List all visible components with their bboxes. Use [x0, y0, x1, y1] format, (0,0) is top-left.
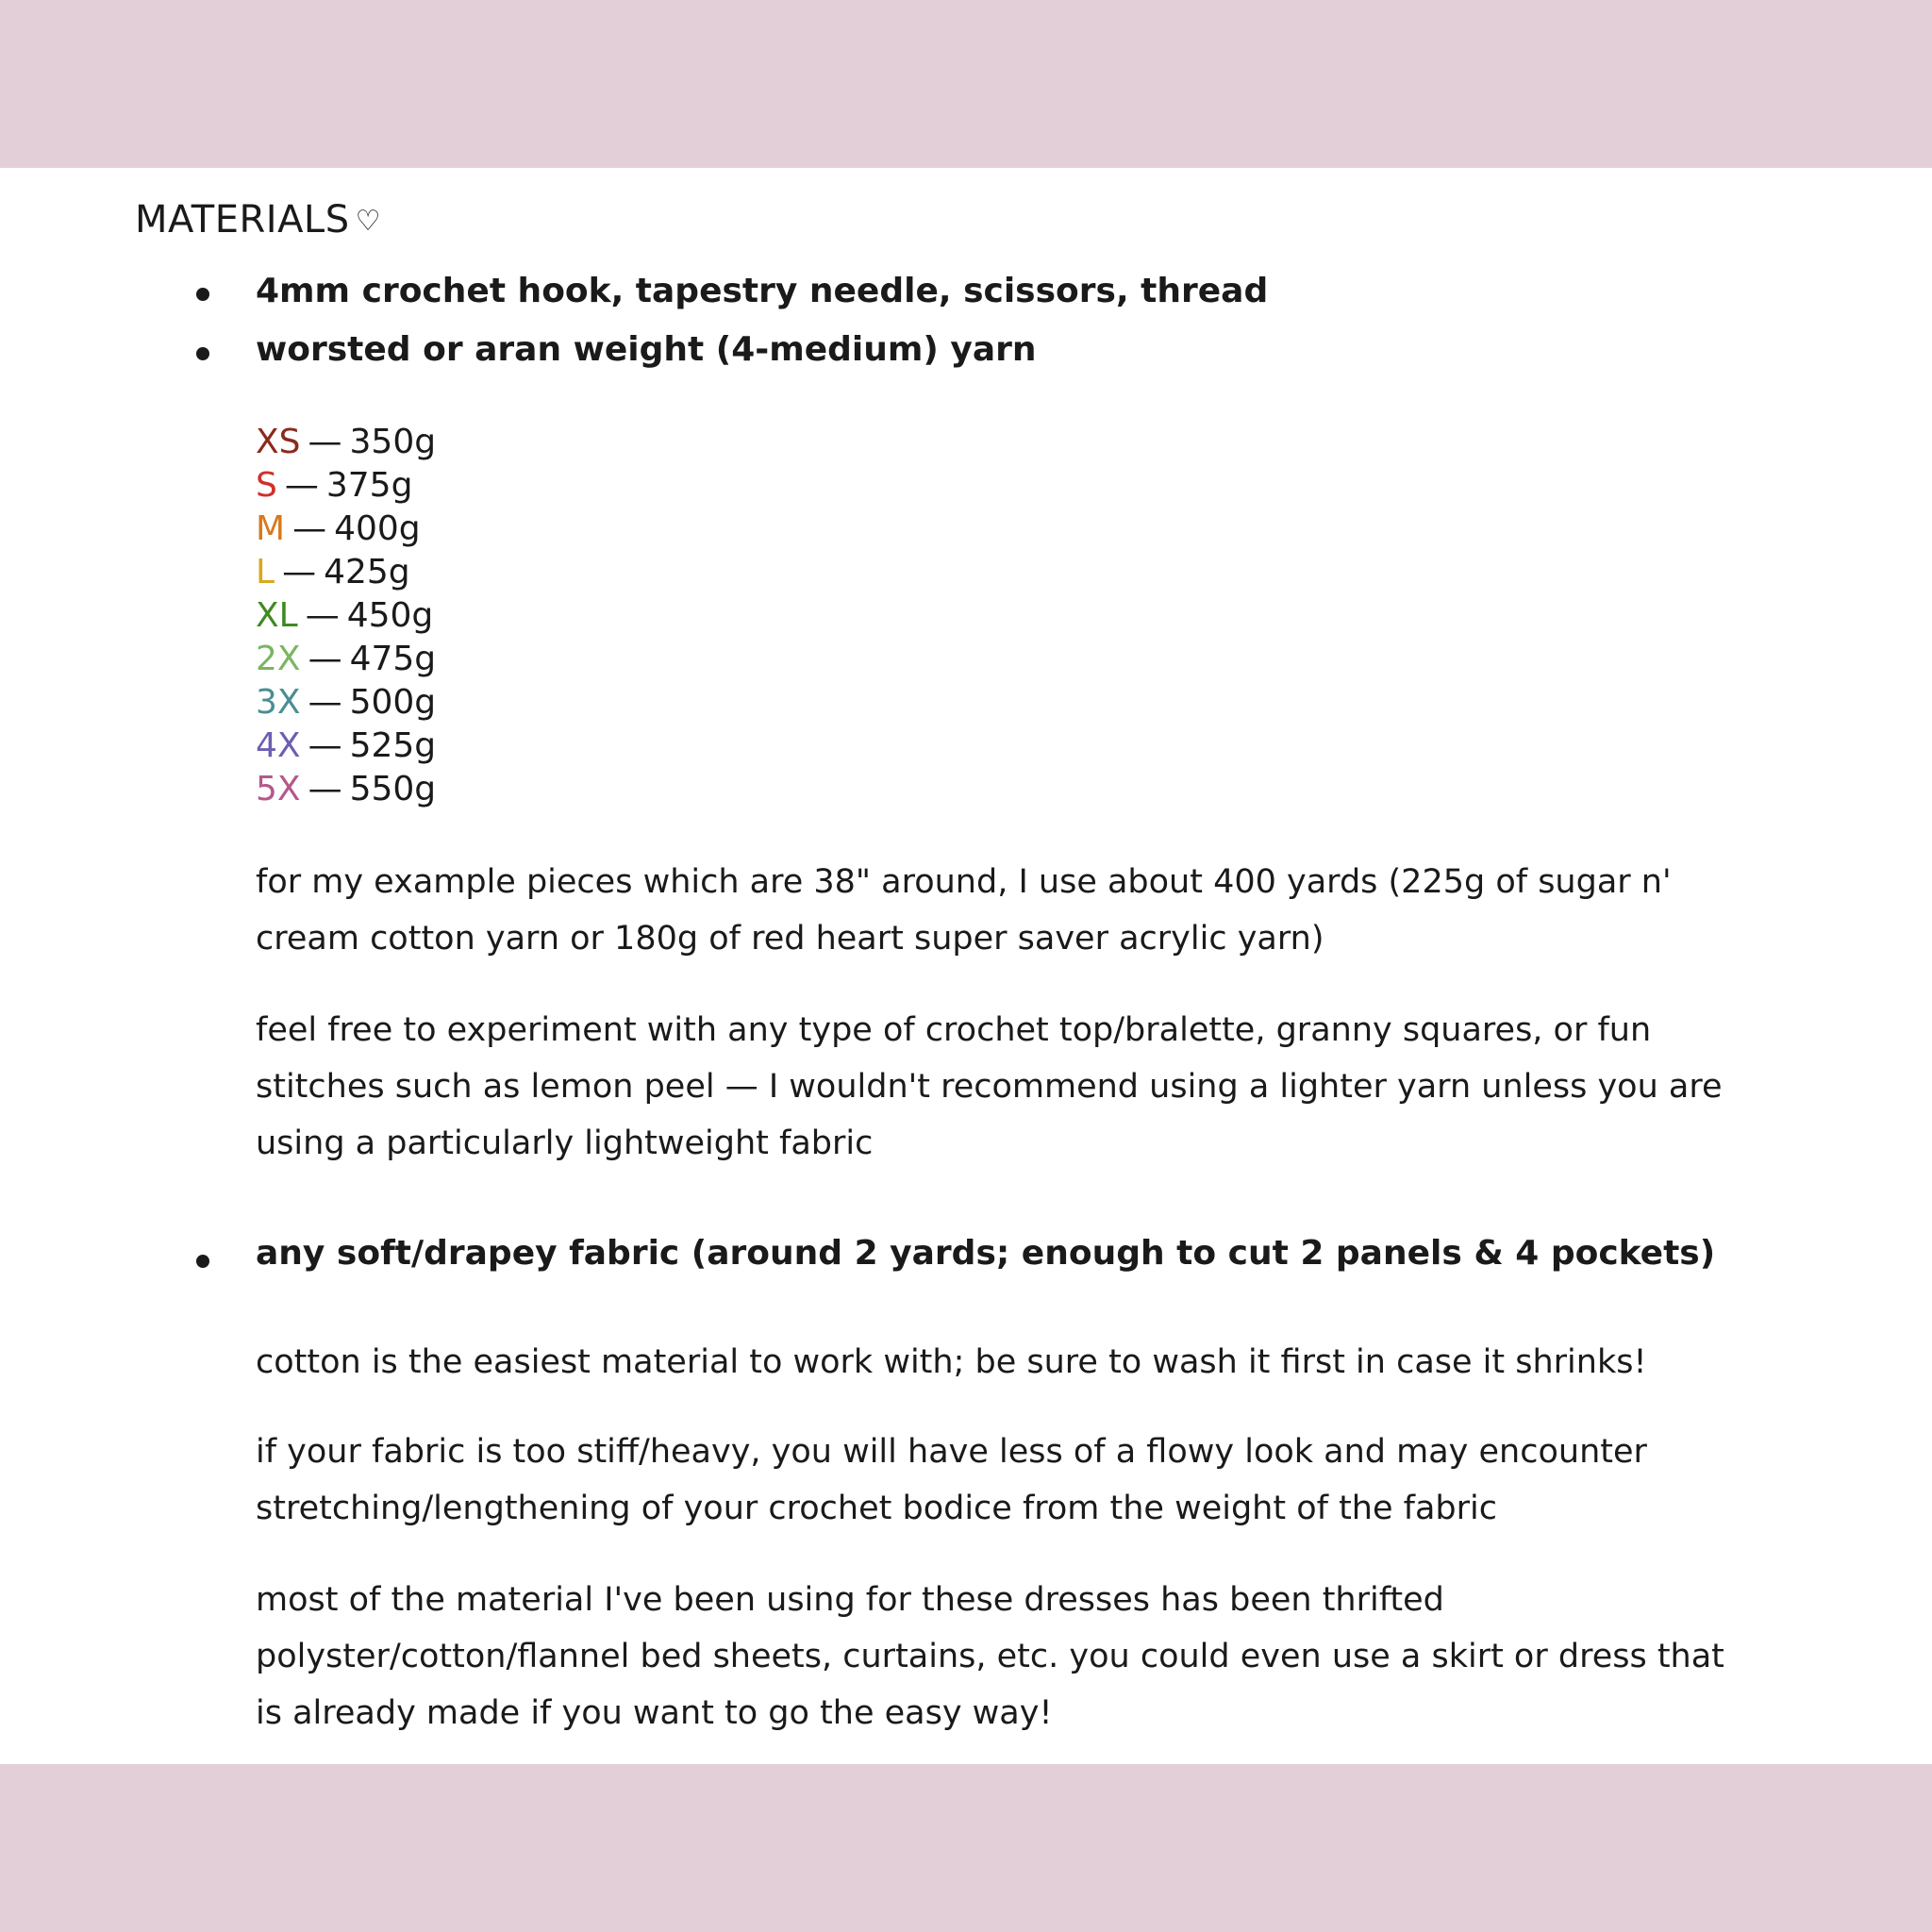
size-dash: —	[305, 596, 340, 635]
size-amount: 350g	[349, 423, 437, 461]
size-label: 5X	[256, 770, 301, 808]
size-dash: —	[292, 509, 327, 548]
size-label: 2X	[256, 640, 301, 678]
materials-item-yarn: worsted or aran weight (4-medium) yarn	[256, 330, 1037, 369]
size-label: XL	[256, 596, 298, 635]
fabric-cotton-note: cotton is the easiest material to work with; be sure to wash it first in case it shrinks!	[256, 1343, 1647, 1381]
yarn-example-note: for my example pieces which are 38" around, I use about 400 yards (225g of sugar n' cream cotton yarn or 180g of red heart super saver acrylic yarn)	[256, 863, 1672, 958]
size-dash: —	[308, 770, 342, 808]
size-row	[256, 594, 436, 638]
size-amount: 425g	[324, 553, 410, 591]
size-row	[256, 681, 436, 724]
size-amount: 525g	[349, 726, 437, 765]
heart-outline-icon: ♡	[355, 205, 382, 238]
size-amount: 475g	[349, 640, 437, 678]
materials-title: MATERIALS	[135, 198, 350, 242]
fabric-stiff-note: if your fabric is too stiff/heavy, you will have less of a flowy look and may encounter stretching/lengthening of your crochet bodice from the weight of the fabric	[256, 1433, 1647, 1527]
size-dash: —	[284, 466, 319, 505]
document-panel	[0, 168, 1932, 1764]
size-row	[256, 551, 436, 594]
size-amount: 375g	[325, 466, 413, 505]
bullet-marker	[196, 288, 215, 301]
size-dash: —	[308, 640, 342, 678]
size-label: L	[256, 553, 275, 591]
size-row	[256, 421, 436, 464]
size-row	[256, 768, 436, 811]
size-amount: 400g	[334, 509, 421, 548]
fabric-thrifted-note: most of the material I've been using for these dresses has been thrifted polyster/cotton/flannel bed sheets, curtains, etc. you could even use a skirt or dress that is already made if you want to go the easy way!	[256, 1581, 1724, 1732]
size-amount: 500g	[349, 683, 437, 722]
size-row	[256, 464, 436, 508]
size-label: S	[256, 466, 277, 505]
materials-item-tools: 4mm crochet hook, tapestry needle, scissors, thread	[256, 272, 1269, 310]
materials-heading	[135, 198, 381, 242]
size-dash: —	[282, 553, 317, 591]
size-row	[256, 724, 436, 768]
size-dash: —	[308, 726, 342, 765]
size-label: 4X	[256, 726, 301, 765]
bullet-marker	[196, 1255, 215, 1268]
size-amount: 450g	[346, 596, 434, 635]
materials-item-fabric: any soft/drapey fabric (around 2 yards; enough to cut 2 panels & 4 pockets)	[256, 1234, 1716, 1273]
yarn-size-list	[256, 421, 436, 811]
size-amount: 550g	[349, 770, 437, 808]
size-row	[256, 508, 436, 551]
size-dash: —	[308, 683, 342, 722]
size-dash: —	[308, 423, 342, 461]
size-label: XS	[256, 423, 301, 461]
size-label: M	[256, 509, 286, 548]
bullet-marker	[196, 347, 215, 360]
yarn-experiment-note: feel free to experiment with any type of crochet top/bralette, granny squares, or fun stitches such as lemon peel — I wouldn't recommend using a lighter yarn unless you are using a particularly lightweight fabric	[256, 1011, 1723, 1162]
size-label: 3X	[256, 683, 301, 722]
size-row	[256, 638, 436, 681]
